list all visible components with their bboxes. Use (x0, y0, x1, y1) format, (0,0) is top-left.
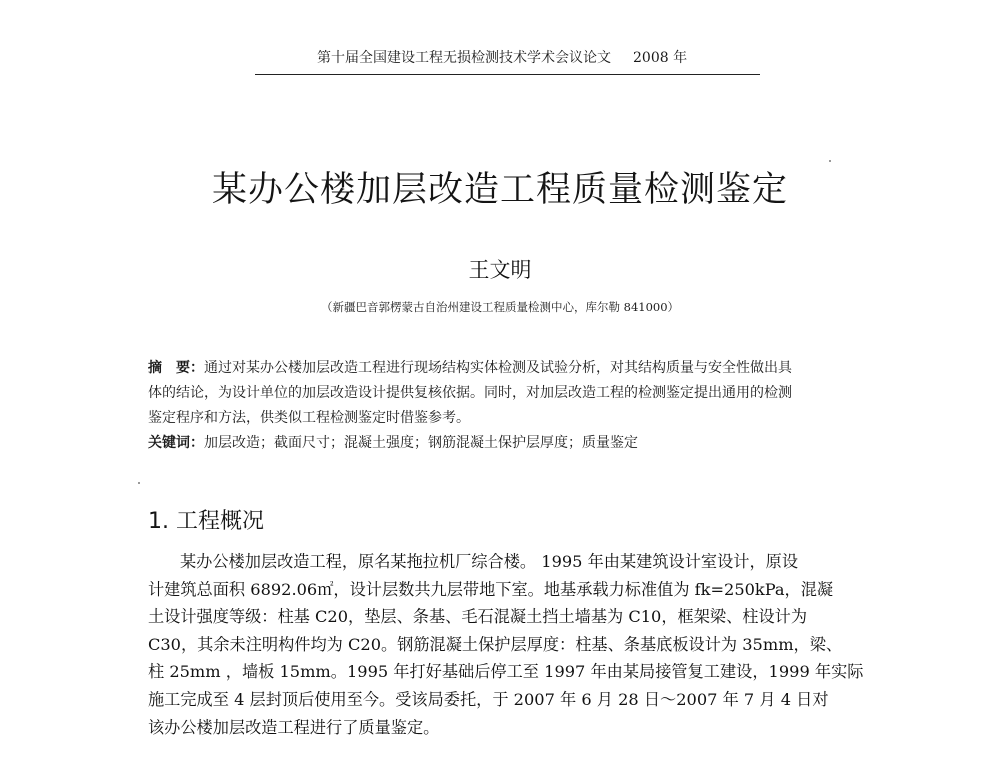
abstract-block (148, 356, 860, 456)
body-line: 某办公楼加层改造工程，原名某拖拉机厂综合楼。 1995 年由某建筑设计室设计，原设 (180, 552, 799, 571)
abstract-label: 摘 要： (148, 360, 204, 376)
paper-title: 某办公楼加层改造工程质量检测鉴定 (211, 170, 788, 210)
section-heading: 1. 工程概况 (148, 509, 264, 534)
keywords-text: 加层改造；截面尺寸；混凝土强度；钢筋混凝土保护层厚度；质量鉴定 (204, 435, 638, 451)
body-line: 该办公楼加层改造工程进行了质量鉴定。 (148, 717, 440, 737)
conference-year: 2008 年 (633, 50, 688, 66)
running-header (255, 46, 760, 75)
abstract-line (148, 356, 860, 381)
keywords-label: 关键词： (148, 435, 204, 451)
author-name: 王文明 (468, 258, 532, 282)
abstract-line: 体的结论，为设计单位的加层改造设计提供复核依据。同时，对加层改造工程的检测鉴定提出通用的检测 (148, 385, 792, 401)
scan-speck (829, 160, 831, 162)
conference-name: 第十届全国建设工程无损检测技术学术会议论文 (317, 50, 611, 66)
author-affiliation: （新疆巴音郭楞蒙古自治州建设工程质量检测中心，库尔勒 841000） (320, 300, 680, 314)
scan-speck (138, 482, 140, 484)
abstract-line: 鉴定程序和方法，供类似工程检测鉴定时借鉴参考。 (148, 410, 470, 426)
body-line: 计建筑总面积 6892.06㎡，设计层数共九层带地下室。地基承载力标准值为 fk=250kPa，混凝 (148, 579, 834, 599)
keywords-line (148, 431, 860, 456)
section-body (148, 548, 864, 741)
body-line: C30，其余未注明构件均为 C20。钢筋混凝土保护层厚度：柱基、条基底板设计为 35mm，梁、 (148, 634, 843, 654)
body-line: 施工完成至 4 层封顶后使用至今。受该局委托，于 2007 年 6 月 28 日～2007 年 7 月 4 日对 (148, 689, 829, 709)
body-line: 柱 25mm ，墙板 15mm。1995 年打好基础后停工至 1997 年由某局接管复工建设，1999 年实际 (148, 662, 864, 682)
abstract-text: 通过对某办公楼加层改造工程进行现场结构实体检测及试验分析，对其结构质量与安全性做出具 (204, 360, 792, 376)
body-line: 土设计强度等级：柱基 C20，垫层、条基、毛石混凝土挡土墙基为 C10，框架梁、柱设计为 (148, 607, 808, 627)
